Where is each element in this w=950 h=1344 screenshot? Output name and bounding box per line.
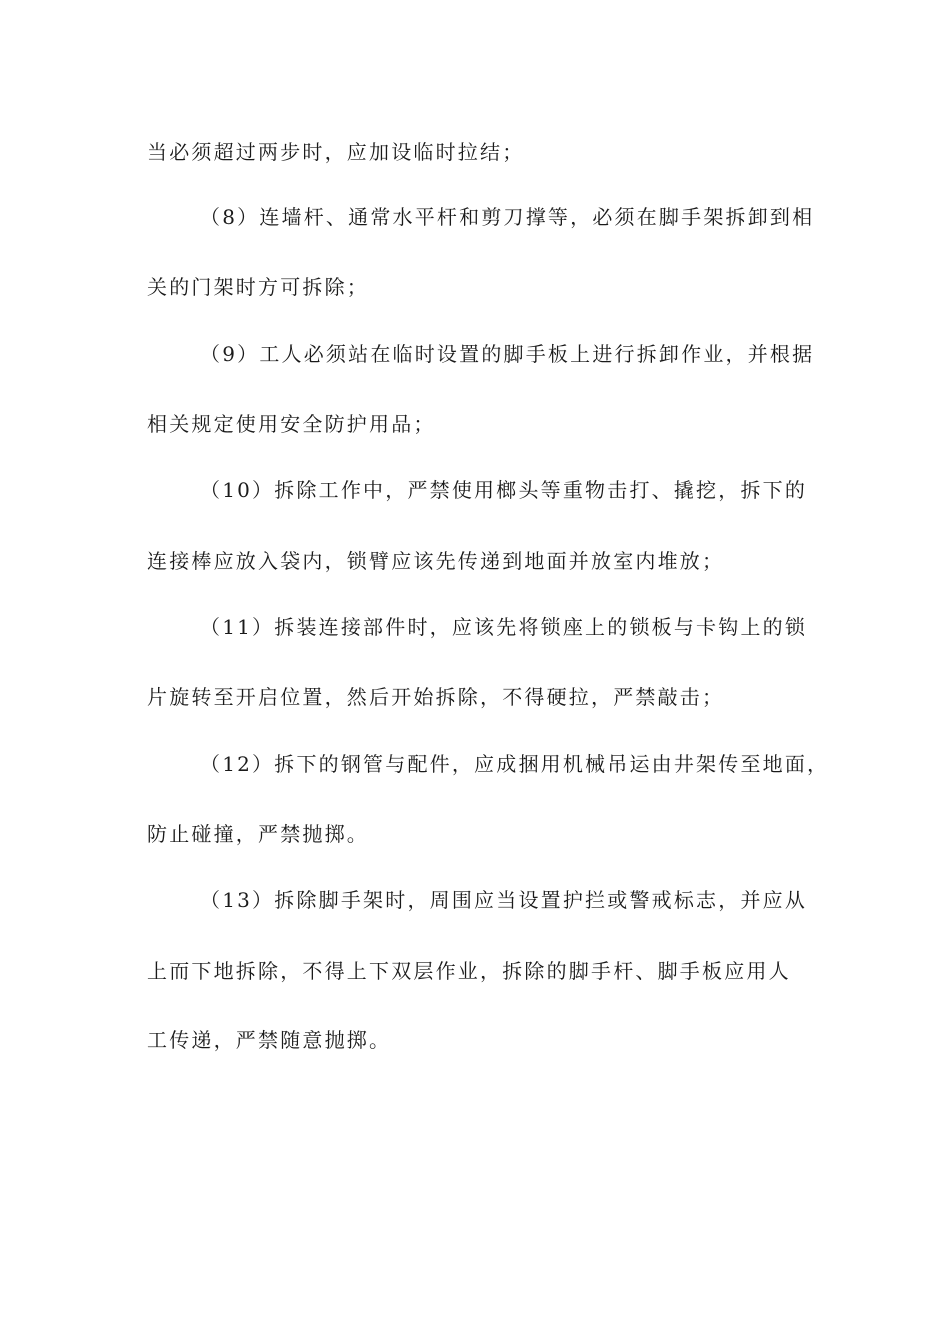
- text-line-item-13: （13）拆除脚手架时，周围应当设置护拦或警戒标志，并应从: [200, 888, 808, 912]
- text-line-item-10: （10）拆除工作中，严禁使用榔头等重物击打、撬挖，拆下的: [200, 478, 808, 502]
- text-line: 连接棒应放入袋内，锁臂应该先传递到地面并放室内堆放；: [147, 549, 725, 573]
- text-line: 关的门架时方可拆除；: [147, 275, 369, 299]
- text-line-item-8: （8）连墙杆、通常水平杆和剪刀撑等，必须在脚手架拆卸到相: [200, 205, 815, 229]
- text-line: 上而下地拆除，不得上下双层作业，拆除的脚手杆、脚手板应用人: [147, 959, 791, 983]
- text-line-item-12: （12）拆下的钢管与配件，应成捆用机械吊运由井架传至地面，: [200, 752, 830, 776]
- text-line-item-9: （9）工人必须站在临时设置的脚手板上进行拆卸作业，并根据: [200, 342, 815, 366]
- text-line-item-11: （11）拆装连接部件时，应该先将锁座上的锁板与卡钩上的锁: [200, 615, 808, 639]
- text-line: 当必须超过两步时，应加设临时拉结；: [147, 140, 525, 164]
- text-line: 相关规定使用安全防护用品；: [147, 412, 436, 436]
- text-line: 工传递，严禁随意抛掷。: [147, 1028, 392, 1052]
- text-line: 防止碰撞，严禁抛掷。: [147, 822, 369, 846]
- text-line: 片旋转至开启位置，然后开始拆除，不得硬拉，严禁敲击；: [147, 685, 725, 709]
